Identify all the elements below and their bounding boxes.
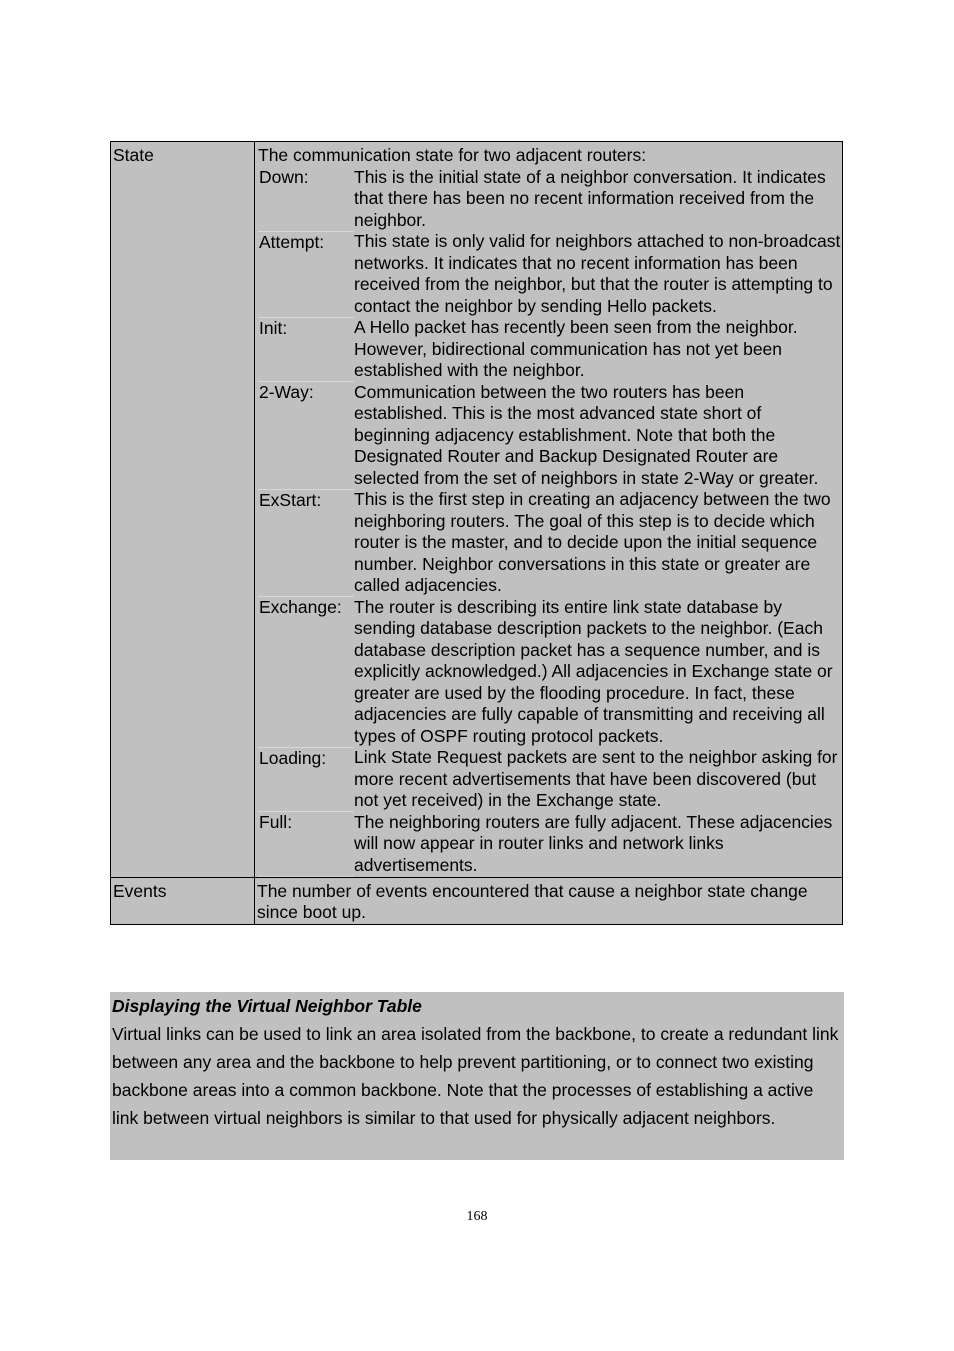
state-description: This is the initial state of a neighbor conversation. It indicates that there has been no recent information received from the neighbor. xyxy=(354,166,826,230)
state-name: 2-Way: xyxy=(258,382,354,490)
state-description: This state is only valid for neighbors attached to non-broadcast networks. It indicates that no recent information has been received from the neighbor, but that the router is attempting to contact the neighbor by sending Hello packets. xyxy=(354,231,841,316)
state-item xyxy=(258,597,841,748)
state-name: ExStart: xyxy=(258,489,354,597)
state-name: Exchange: xyxy=(258,597,354,748)
state-item xyxy=(258,167,841,232)
state-description: Communication between the two routers has been established. This is the most advanced state short of beginning adjacency establishment. Note that both the Designated Router and Backup Designated Router are selected from the set of neighbors in state 2-Way or greater. xyxy=(354,381,819,488)
parameter-table xyxy=(110,141,843,925)
state-item xyxy=(258,747,841,812)
table-row-state xyxy=(111,142,843,878)
state-name: Loading: xyxy=(258,747,354,812)
state-item xyxy=(258,231,841,317)
page-number: 168 xyxy=(466,1209,488,1224)
state-item xyxy=(258,489,841,597)
state-item xyxy=(258,317,841,382)
param-description-state xyxy=(255,142,843,878)
state-name: Attempt: xyxy=(258,231,354,317)
param-description-events: The number of events encountered that cause a neighbor state change since boot up. xyxy=(255,877,843,924)
table-row-events xyxy=(111,877,843,924)
param-label-state: State xyxy=(111,142,255,878)
state-description: A Hello packet has recently been seen from the neighbor. However, bidirectional communication has not yet been established with the neighbor. xyxy=(354,317,798,380)
state-description: The router is describing its entire link state database by sending database description packets to the neighbor. (Each database description packet has a sequence number, and is explicitly acknowledged.) All adjacencies in Exchange state or greater are used by the flooding procedure. In fact, these adjacencies are fully capable of transmitting and receiving all types of OSPF routing protocol packets. xyxy=(354,596,833,746)
state-name: Down: xyxy=(258,167,354,232)
state-name: Full: xyxy=(258,812,354,877)
state-description: The neighboring routers are fully adjacent. These adjacencies will now appear in router links and network links advertisements. xyxy=(354,811,833,875)
state-intro: The communication state for two adjacent routers: xyxy=(258,145,647,165)
state-list xyxy=(258,167,841,877)
state-description: Link State Request packets are sent to the neighbor asking for more recent advertisements that have been discovered (but not yet received) in the Exchange state. xyxy=(354,747,838,810)
virtual-neighbor-section xyxy=(110,992,844,1160)
state-item xyxy=(258,812,841,877)
section-title: Displaying the Virtual Neighbor Table xyxy=(112,996,422,1016)
state-item xyxy=(258,382,841,490)
state-description: This is the first step in creating an adjacency between the two neighboring routers. The goal of this step is to decide which router is the master, and to decide upon the initial sequence number. Neighbor conversations in this state or greater are called adjacencies. xyxy=(354,489,831,595)
param-label-events: Events xyxy=(111,877,255,924)
section-body: Virtual links can be used to link an area isolated from the backbone, to create a redundant link between any area and the backbone to help prevent partitioning, or to connect two existing backbone areas into a common backbone. Note that the processes of establishing a active link between virtual neighbors is similar to that used for physically adjacent neighbors. xyxy=(112,1024,839,1128)
state-name: Init: xyxy=(258,317,354,382)
